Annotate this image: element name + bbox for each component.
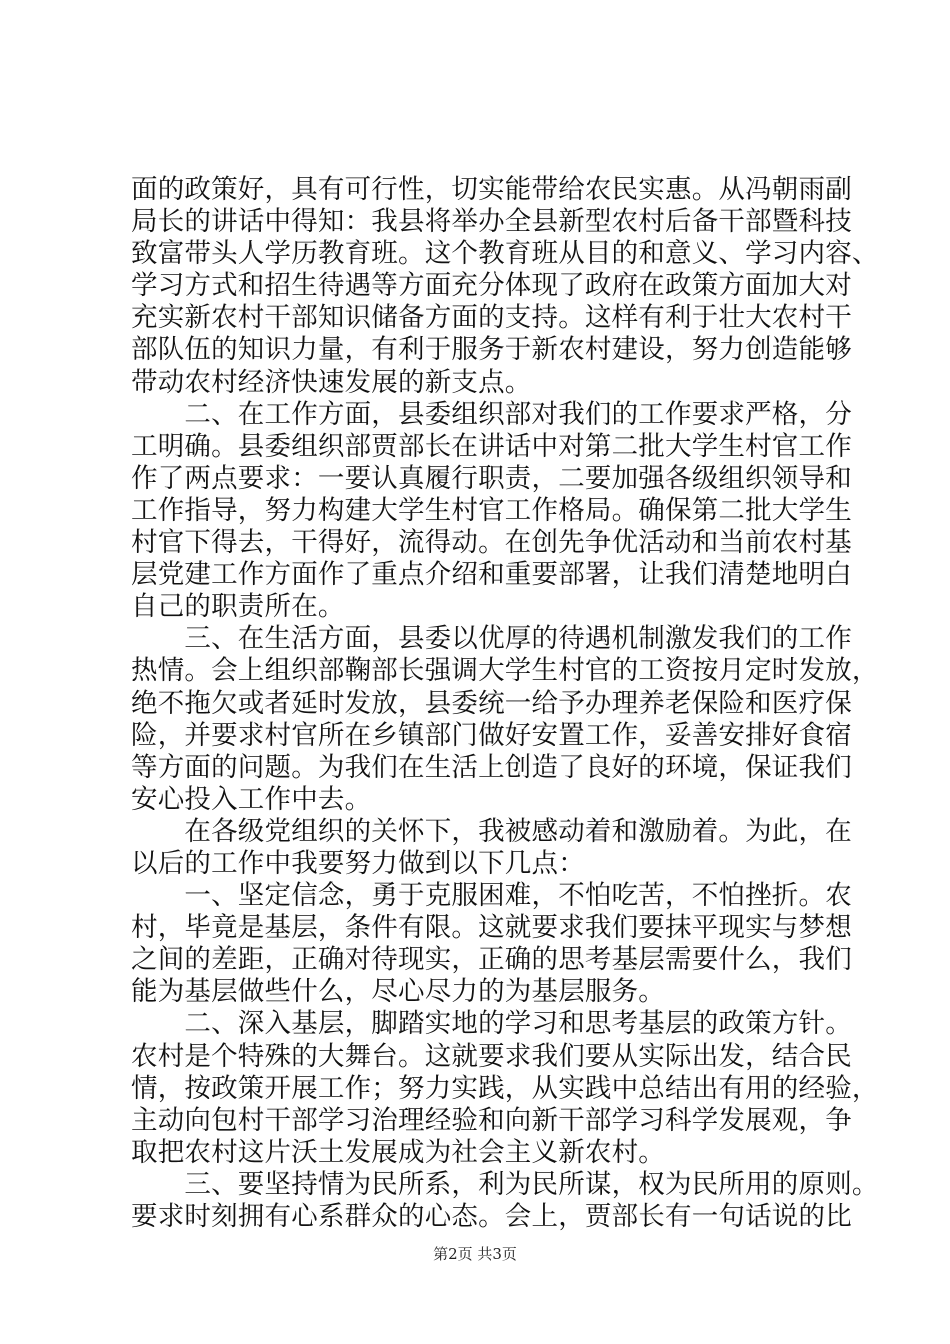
page-footer: 第2页 共3页 — [433, 1245, 517, 1263]
text-line: 层党建工作方面作了重点介绍和重要部署，让我们清楚地明白 — [131, 559, 852, 591]
text-line: 致富带头人学历教育班。这个教育班从目的和意义、学习内容、 — [131, 238, 879, 270]
text-line: 学习方式和招生待遇等方面充分体现了政府在政策方面加大对 — [131, 270, 852, 302]
text-line: 安心投入工作中去。 — [131, 783, 372, 815]
text-line: 要求时刻拥有心系群众的心态。会上，贾部长有一句话说的比 — [131, 1201, 852, 1232]
text-line: 村官下得去，干得好，流得动。在创先争优活动和当前农村基 — [131, 527, 852, 559]
text-line: 能为基层做些什么，尽心尽力的为基层服务。 — [131, 976, 665, 1008]
text-line: 二、深入基层，脚踏实地的学习和思考基层的政策方针。 — [131, 1008, 852, 1040]
text-line: 情，按政策开展工作；努力实践，从实践中总结出有用的经验， — [131, 1072, 879, 1104]
text-line: 工明确。县委组织部贾部长在讲话中对第二批大学生村官工作 — [131, 430, 852, 462]
text-line: 一、坚定信念，勇于克服困难，不怕吃苦，不怕挫折。农 — [131, 880, 852, 912]
text-line: 村，毕竟是基层，条件有限。这就要求我们要抹平现实与梦想 — [131, 912, 852, 944]
text-line: 作了两点要求：一要认真履行职责，二要加强各级组织领导和 — [131, 462, 852, 494]
text-line: 农村是个特殊的大舞台。这就要求我们要从实际出发，结合民 — [131, 1040, 852, 1072]
text-line: 局长的讲话中得知：我县将举办全县新型农村后备干部暨科技 — [131, 206, 852, 238]
text-line: 之间的差距，正确对待现实，正确的思考基层需要什么，我们 — [131, 944, 852, 976]
text-line: 等方面的问题。为我们在生活上创造了良好的环境，保证我们 — [131, 751, 852, 783]
text-line: 三、在生活方面，县委以优厚的待遇机制激发我们的工作 — [131, 623, 852, 655]
text-line: 部队伍的知识力量，有利于服务于新农村建设，努力创造能够 — [131, 334, 852, 366]
text-line: 工作指导，努力构建大学生村官工作格局。确保第二批大学生 — [131, 494, 852, 526]
text-line: 带动农村经济快速发展的新支点。 — [131, 366, 532, 398]
text-line: 取把农村这片沃土发展成为社会主义新农村。 — [131, 1136, 665, 1168]
text-line: 自己的职责所在。 — [131, 591, 345, 623]
text-line: 三、要坚持情为民所系，利为民所谋，权为民所用的原则。 — [131, 1168, 879, 1200]
text-line: 绝不拖欠或者延时发放，县委统一给予办理养老保险和医疗保 — [131, 687, 852, 719]
body-text — [131, 174, 879, 1233]
text-line: 充实新农村干部知识储备方面的支持。这样有利于壮大农村干 — [131, 302, 852, 334]
text-line: 以后的工作中我要努力做到以下几点： — [131, 847, 585, 879]
text-line: 在各级党组织的关怀下，我被感动着和激励着。为此，在 — [131, 815, 852, 847]
text-line: 面的政策好，具有可行性，切实能带给农民实惠。从冯朝雨副 — [131, 174, 852, 205]
text-line: 热情。会上组织部鞠部长强调大学生村官的工资按月定时发放， — [131, 655, 879, 687]
text-line: 险，并要求村官所在乡镇部门做好安置工作，妥善安排好食宿 — [131, 719, 852, 751]
text-line: 主动向包村干部学习治理经验和向新干部学习科学发展观，争 — [131, 1104, 852, 1136]
text-line: 二、在工作方面，县委组织部对我们的工作要求严格，分 — [131, 398, 852, 430]
